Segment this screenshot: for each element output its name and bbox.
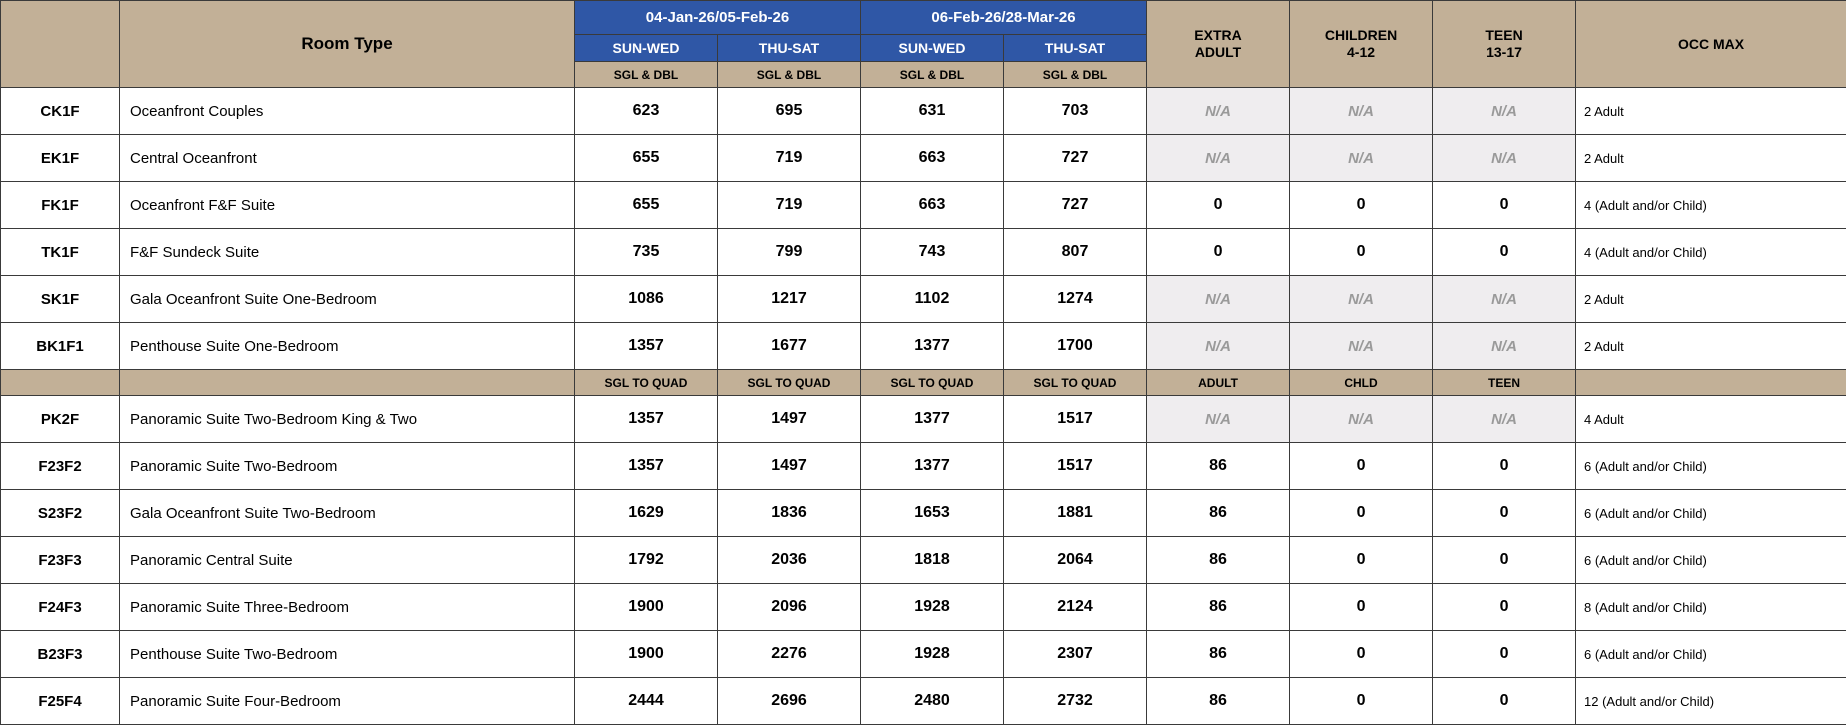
rate-cell: 727 xyxy=(1004,135,1147,182)
children-cell: 0 xyxy=(1290,182,1433,229)
rate-cell: 1086 xyxy=(575,276,718,323)
extra-adult-cell: 86 xyxy=(1147,537,1290,584)
rate-cell: 703 xyxy=(1004,88,1147,135)
children-cell: 0 xyxy=(1290,631,1433,678)
table-body xyxy=(1,88,1846,725)
rate-cell: 1700 xyxy=(1004,323,1147,370)
children-cell: 0 xyxy=(1290,490,1433,537)
rate-cell: 2124 xyxy=(1004,584,1147,631)
rate-cell: 655 xyxy=(575,182,718,229)
rate-cell: 2096 xyxy=(718,584,861,631)
subheader-sgl-quad-1: SGL TO QUAD xyxy=(575,370,718,396)
rate-cell: 2696 xyxy=(718,678,861,725)
table-row xyxy=(1,490,1846,537)
rate-cell: 1377 xyxy=(861,396,1004,443)
occ-max-cell: 8 (Adult and/or Child) xyxy=(1576,584,1846,631)
table-row xyxy=(1,631,1846,678)
table-row xyxy=(1,537,1846,584)
header-sun-wed-2: SUN-WED xyxy=(861,35,1004,62)
subheader-sgl-quad-4: SGL TO QUAD xyxy=(1004,370,1147,396)
room-name: Panoramic Suite Four-Bedroom xyxy=(120,678,575,725)
rate-cell: 631 xyxy=(861,88,1004,135)
children-cell: N/A xyxy=(1290,276,1433,323)
rate-cell: 799 xyxy=(718,229,861,276)
rate-cell: 727 xyxy=(1004,182,1147,229)
rate-cell: 1357 xyxy=(575,323,718,370)
rate-cell: 719 xyxy=(718,135,861,182)
rate-cell: 1377 xyxy=(861,443,1004,490)
children-cell: 0 xyxy=(1290,443,1433,490)
room-name: Gala Oceanfront Suite One-Bedroom xyxy=(120,276,575,323)
extra-adult-cell: N/A xyxy=(1147,323,1290,370)
rate-cell: 1928 xyxy=(861,631,1004,678)
children-cell: N/A xyxy=(1290,323,1433,370)
occ-max-cell: 2 Adult xyxy=(1576,323,1846,370)
occ-max-cell: 4 Adult xyxy=(1576,396,1846,443)
rate-cell: 1900 xyxy=(575,631,718,678)
teen-cell: N/A xyxy=(1433,323,1576,370)
rate-cell: 1497 xyxy=(718,443,861,490)
subheader-teen: TEEN xyxy=(1433,370,1576,396)
rate-cell: 2064 xyxy=(1004,537,1147,584)
occ-max-cell: 6 (Adult and/or Child) xyxy=(1576,537,1846,584)
occ-max-cell: 6 (Adult and/or Child) xyxy=(1576,631,1846,678)
extra-adult-cell: 0 xyxy=(1147,229,1290,276)
room-name: Panoramic Suite Three-Bedroom xyxy=(120,584,575,631)
teen-cell: 0 xyxy=(1433,443,1576,490)
header-period-2: 06-Feb-26/28-Mar-26 xyxy=(861,1,1147,35)
occ-max-cell: 4 (Adult and/or Child) xyxy=(1576,182,1846,229)
rate-cell: 1677 xyxy=(718,323,861,370)
table-row xyxy=(1,135,1846,182)
extra-adult-cell: 86 xyxy=(1147,490,1290,537)
rate-cell: 1357 xyxy=(575,443,718,490)
rate-cell: 1497 xyxy=(718,396,861,443)
room-code: B23F3 xyxy=(1,631,120,678)
header-sun-wed-1: SUN-WED xyxy=(575,35,718,62)
header-teen: TEEN 13-17 xyxy=(1433,1,1576,88)
room-code: S23F2 xyxy=(1,490,120,537)
occ-max-cell: 4 (Adult and/or Child) xyxy=(1576,229,1846,276)
occ-max-cell: 12 (Adult and/or Child) xyxy=(1576,678,1846,725)
room-code: TK1F xyxy=(1,229,120,276)
header-sgl-dbl-1: SGL & DBL xyxy=(575,62,718,88)
teen-cell: 0 xyxy=(1433,678,1576,725)
header-sgl-dbl-3: SGL & DBL xyxy=(861,62,1004,88)
header-sgl-dbl-4: SGL & DBL xyxy=(1004,62,1147,88)
header-thu-sat-2: THU-SAT xyxy=(1004,35,1147,62)
rate-cell: 1792 xyxy=(575,537,718,584)
room-name: Penthouse Suite One-Bedroom xyxy=(120,323,575,370)
header-code-cell xyxy=(1,1,120,88)
table-row xyxy=(1,443,1846,490)
teen-cell: 0 xyxy=(1433,537,1576,584)
children-cell: 0 xyxy=(1290,537,1433,584)
rate-cell: 1377 xyxy=(861,323,1004,370)
table-row xyxy=(1,678,1846,725)
room-name: Panoramic Suite Two-Bedroom King & Two xyxy=(120,396,575,443)
occ-max-cell: 2 Adult xyxy=(1576,276,1846,323)
header-children: CHILDREN 4-12 xyxy=(1290,1,1433,88)
rate-cell: 655 xyxy=(575,135,718,182)
rate-cell: 1517 xyxy=(1004,396,1147,443)
room-name: F&F Sundeck Suite xyxy=(120,229,575,276)
room-code: F24F3 xyxy=(1,584,120,631)
rate-cell: 743 xyxy=(861,229,1004,276)
rate-cell: 735 xyxy=(575,229,718,276)
room-code: PK2F xyxy=(1,396,120,443)
subheader-adult: ADULT xyxy=(1147,370,1290,396)
rate-cell: 2036 xyxy=(718,537,861,584)
rate-cell: 1629 xyxy=(575,490,718,537)
header-period-1: 04-Jan-26/05-Feb-26 xyxy=(575,1,861,35)
extra-adult-cell: N/A xyxy=(1147,135,1290,182)
room-name: Oceanfront F&F Suite xyxy=(120,182,575,229)
table-row xyxy=(1,584,1846,631)
children-cell: N/A xyxy=(1290,135,1433,182)
teen-cell: N/A xyxy=(1433,276,1576,323)
subheader-sgl-quad-2: SGL TO QUAD xyxy=(718,370,861,396)
rate-cell: 1217 xyxy=(718,276,861,323)
teen-cell: 0 xyxy=(1433,490,1576,537)
rate-cell: 663 xyxy=(861,135,1004,182)
header-occ-max: OCC MAX xyxy=(1576,1,1846,88)
header-extra-adult: EXTRA ADULT xyxy=(1147,1,1290,88)
occ-max-cell: 6 (Adult and/or Child) xyxy=(1576,443,1846,490)
subheader-empty xyxy=(120,370,575,396)
rate-cell: 1900 xyxy=(575,584,718,631)
occ-max-cell: 6 (Adult and/or Child) xyxy=(1576,490,1846,537)
room-code: CK1F xyxy=(1,88,120,135)
rate-cell: 2480 xyxy=(861,678,1004,725)
subheader-row xyxy=(1,370,1846,396)
extra-adult-cell: 86 xyxy=(1147,584,1290,631)
table-row xyxy=(1,229,1846,276)
room-code: BK1F1 xyxy=(1,323,120,370)
children-cell: N/A xyxy=(1290,88,1433,135)
header-sgl-dbl-2: SGL & DBL xyxy=(718,62,861,88)
rate-cell: 2307 xyxy=(1004,631,1147,678)
rate-cell: 1274 xyxy=(1004,276,1147,323)
room-code: FK1F xyxy=(1,182,120,229)
extra-adult-cell: N/A xyxy=(1147,88,1290,135)
room-name: Gala Oceanfront Suite Two-Bedroom xyxy=(120,490,575,537)
subheader-chld: CHLD xyxy=(1290,370,1433,396)
children-cell: N/A xyxy=(1290,396,1433,443)
teen-cell: 0 xyxy=(1433,584,1576,631)
rate-cell: 1517 xyxy=(1004,443,1147,490)
children-cell: 0 xyxy=(1290,229,1433,276)
table-row xyxy=(1,323,1846,370)
rate-cell: 1102 xyxy=(861,276,1004,323)
teen-cell: 0 xyxy=(1433,631,1576,678)
teen-cell: N/A xyxy=(1433,135,1576,182)
rate-cell: 2444 xyxy=(575,678,718,725)
extra-adult-cell: N/A xyxy=(1147,396,1290,443)
extra-adult-cell: 0 xyxy=(1147,182,1290,229)
header-room-type: Room Type xyxy=(120,1,575,88)
room-code: SK1F xyxy=(1,276,120,323)
table-row xyxy=(1,88,1846,135)
rate-cell: 663 xyxy=(861,182,1004,229)
room-name: Oceanfront Couples xyxy=(120,88,575,135)
children-cell: 0 xyxy=(1290,584,1433,631)
extra-adult-cell: 86 xyxy=(1147,631,1290,678)
extra-adult-cell: 86 xyxy=(1147,678,1290,725)
teen-cell: N/A xyxy=(1433,88,1576,135)
room-code: F23F3 xyxy=(1,537,120,584)
room-code: F25F4 xyxy=(1,678,120,725)
subheader-empty xyxy=(1,370,120,396)
subheader-empty xyxy=(1576,370,1846,396)
header-thu-sat-1: THU-SAT xyxy=(718,35,861,62)
rate-cell: 719 xyxy=(718,182,861,229)
extra-adult-cell: N/A xyxy=(1147,276,1290,323)
rate-cell: 2276 xyxy=(718,631,861,678)
rate-cell: 807 xyxy=(1004,229,1147,276)
room-name: Penthouse Suite Two-Bedroom xyxy=(120,631,575,678)
subheader-sgl-quad-3: SGL TO QUAD xyxy=(861,370,1004,396)
occ-max-cell: 2 Adult xyxy=(1576,135,1846,182)
rate-cell: 1836 xyxy=(718,490,861,537)
room-code: EK1F xyxy=(1,135,120,182)
rate-cell: 1928 xyxy=(861,584,1004,631)
table-row xyxy=(1,276,1846,323)
extra-adult-cell: 86 xyxy=(1147,443,1290,490)
rate-cell: 1881 xyxy=(1004,490,1147,537)
table-row xyxy=(1,396,1846,443)
room-name: Panoramic Central Suite xyxy=(120,537,575,584)
children-cell: 0 xyxy=(1290,678,1433,725)
occ-max-cell: 2 Adult xyxy=(1576,88,1846,135)
rate-cell: 623 xyxy=(575,88,718,135)
room-name: Panoramic Suite Two-Bedroom xyxy=(120,443,575,490)
rate-cell: 1818 xyxy=(861,537,1004,584)
rate-cell: 2732 xyxy=(1004,678,1147,725)
rate-cell: 1357 xyxy=(575,396,718,443)
room-name: Central Oceanfront xyxy=(120,135,575,182)
teen-cell: 0 xyxy=(1433,182,1576,229)
rate-cell: 695 xyxy=(718,88,861,135)
rate-cell: 1653 xyxy=(861,490,1004,537)
teen-cell: N/A xyxy=(1433,396,1576,443)
teen-cell: 0 xyxy=(1433,229,1576,276)
room-code: F23F2 xyxy=(1,443,120,490)
table-row xyxy=(1,182,1846,229)
